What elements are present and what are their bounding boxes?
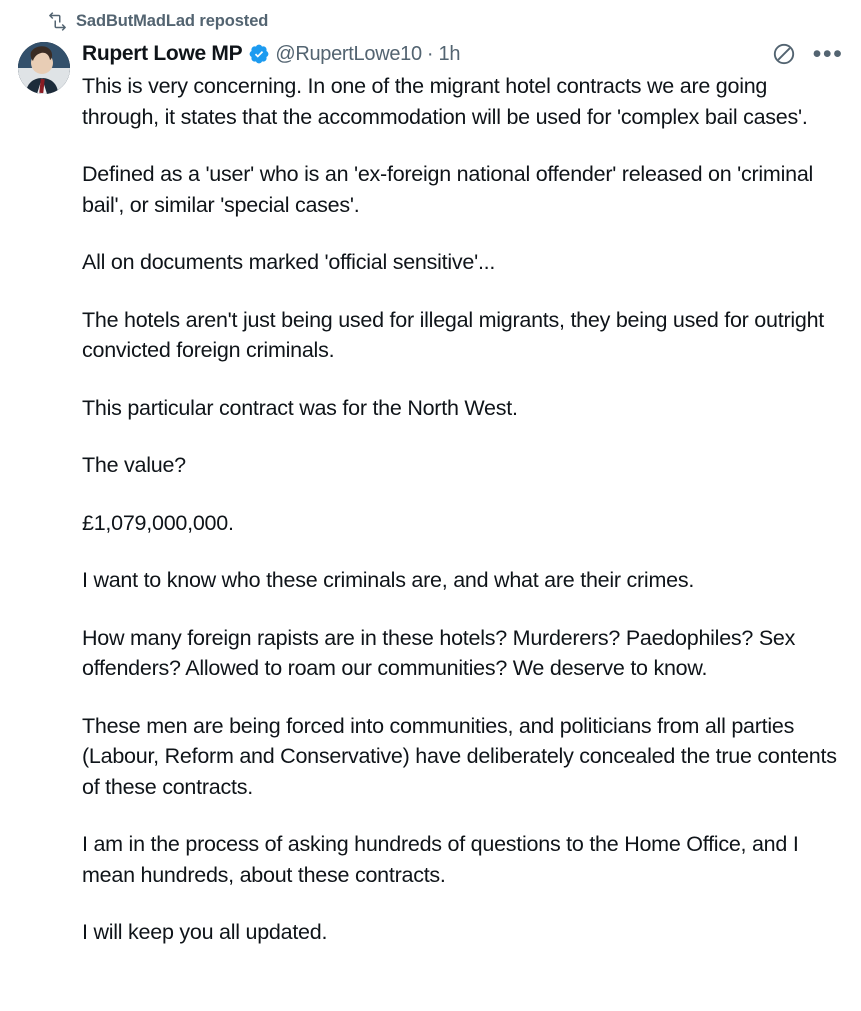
repost-label: SadButMadLad reposted bbox=[76, 11, 269, 30]
tweet-paragraph: I will keep you all updated. bbox=[82, 920, 328, 944]
header-separator: · bbox=[426, 42, 434, 65]
tweet-paragraph: I want to know who these criminals are, and what are their crimes. bbox=[82, 568, 695, 592]
tweet-paragraph: The hotels aren't just being used for illegal migrants, they being used for outright convicted foreign criminals. bbox=[82, 307, 825, 362]
tweet-paragraph: This particular contract was for the North West. bbox=[82, 395, 518, 420]
tweet-header bbox=[82, 39, 843, 69]
author-handle[interactable]: @RupertLowe10 bbox=[275, 42, 422, 65]
more-options-button[interactable] bbox=[812, 40, 844, 68]
more-options-label: ••• bbox=[812, 40, 844, 68]
slash-circle-icon[interactable] bbox=[771, 41, 797, 67]
tweet-paragraph: The value? bbox=[82, 453, 186, 477]
avatar-column bbox=[18, 38, 70, 94]
verified-badge-icon bbox=[248, 43, 270, 65]
tweet-text bbox=[82, 71, 843, 948]
header-actions bbox=[771, 41, 843, 67]
author-avatar[interactable] bbox=[18, 42, 70, 94]
tweet-paragraph: How many foreign rapists are in these hotels? Murderers? Paedophiles? Sex offenders? Allowed to roam our communities? We deserve to know. bbox=[82, 625, 796, 680]
tweet-paragraph: This is very concerning. In one of the migrant hotel contracts we are going through, it states that the accommodation will be used for 'complex bail cases'. bbox=[82, 74, 808, 129]
tweet-paragraph: I am in the process of asking hundreds of questions to the Home Office, and I mean hundreds, about these contracts. bbox=[82, 832, 799, 887]
tweet-body bbox=[18, 38, 843, 948]
tweet-paragraph: These men are being forced into communities, and politicians from all parties (Labour, Reform and Conservative) have deliberately concealed the true contents of these contracts. bbox=[82, 713, 837, 799]
author-display-name[interactable]: Rupert Lowe MP bbox=[82, 42, 243, 65]
repost-banner[interactable] bbox=[18, 10, 843, 32]
tweet-paragraph: All on documents marked 'official sensitive'... bbox=[82, 250, 496, 274]
retweet-icon bbox=[48, 12, 67, 31]
tweet-paragraph: Defined as a 'user' who is an 'ex-foreign national offender' released on 'criminal bail', or similar 'special cases'. bbox=[82, 162, 814, 217]
tweet-content bbox=[82, 38, 843, 948]
timestamp[interactable]: 1h bbox=[438, 42, 461, 65]
tweet-paragraph: £1,079,000,000. bbox=[82, 510, 234, 535]
